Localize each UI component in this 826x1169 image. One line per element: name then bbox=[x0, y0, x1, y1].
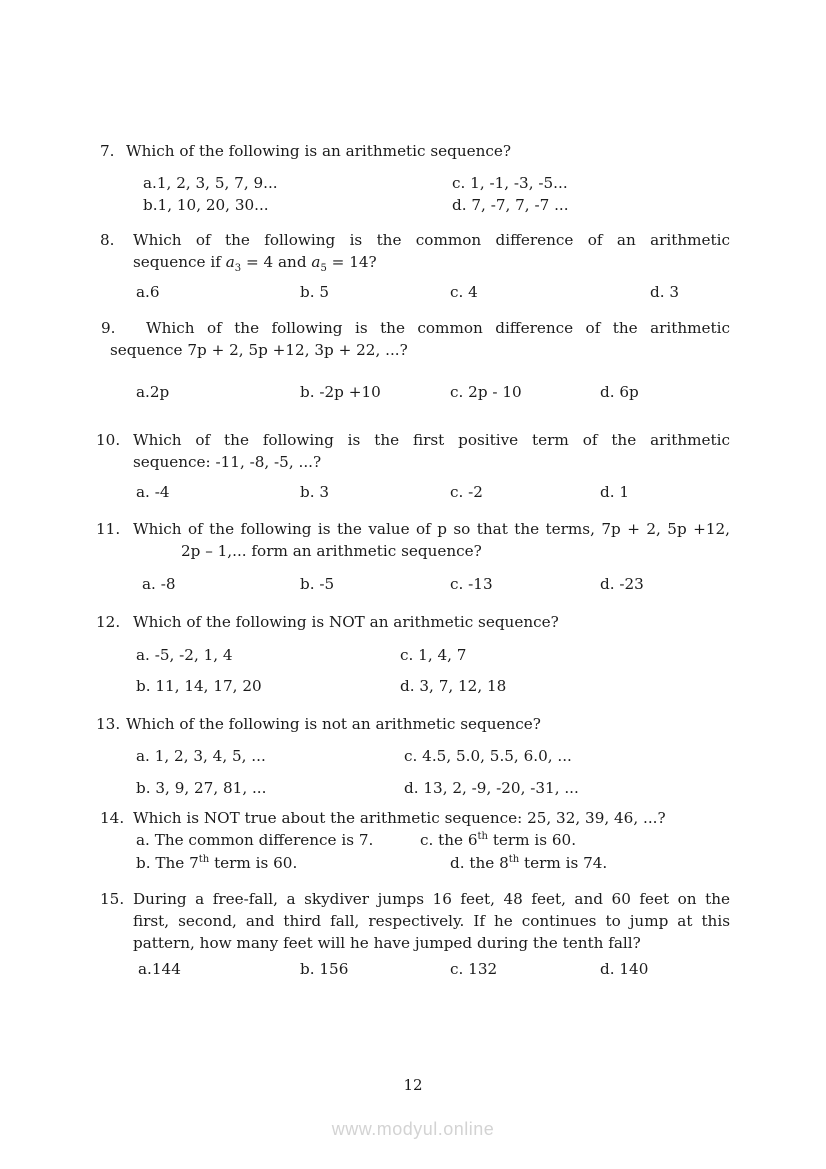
question-text-line1: Which of the following is the common difference of an arithmetic bbox=[133, 231, 730, 249]
options-row bbox=[96, 481, 730, 503]
option-d: d. 6p bbox=[600, 383, 639, 401]
option-a: a. -4 bbox=[136, 483, 170, 501]
option-b: b. 5 bbox=[300, 283, 330, 301]
option-b: b.1, 10, 20, 30... bbox=[143, 196, 269, 214]
options-row bbox=[96, 172, 730, 194]
question-7 bbox=[96, 140, 730, 216]
options-row bbox=[96, 573, 730, 595]
option-c: c. 1, -1, -3, -5... bbox=[452, 174, 568, 192]
options-row bbox=[96, 777, 730, 799]
option-a: a.6 bbox=[136, 283, 160, 301]
option-d: d. 140 bbox=[600, 960, 649, 978]
question-text-line1: Which of the following is the value of p so that the terms, 7p + 2, 5p +12, bbox=[133, 520, 730, 538]
option-c: c. -2 bbox=[450, 483, 483, 501]
options-row bbox=[96, 829, 730, 851]
options-row bbox=[96, 281, 730, 303]
option-b: b. -5 bbox=[300, 575, 335, 593]
question-8 bbox=[96, 229, 730, 303]
options-row bbox=[96, 644, 730, 666]
question-12 bbox=[96, 611, 730, 697]
options-row bbox=[96, 958, 730, 980]
question-10 bbox=[96, 429, 730, 503]
question-number: 13. bbox=[96, 715, 121, 733]
question-number: 15. bbox=[100, 890, 125, 908]
option-a: a.1, 2, 3, 5, 7, 9... bbox=[143, 174, 278, 192]
options-row bbox=[96, 852, 730, 874]
option-d: d. 3 bbox=[650, 283, 680, 301]
option-d: d. 13, 2, -9, -20, -31, ... bbox=[404, 779, 579, 797]
option-a: a. -8 bbox=[142, 575, 176, 593]
question-text: Which of the following is not an arithmetic sequence? bbox=[126, 715, 541, 733]
question-text: Which is NOT true about the arithmetic sequence: 25, 32, 39, 46, ...? bbox=[133, 809, 666, 827]
page-number: 12 bbox=[403, 1076, 423, 1094]
question-number: 14. bbox=[100, 809, 125, 827]
question-number: 12. bbox=[96, 613, 121, 631]
option-d: d. 7, -7, 7, -7 ... bbox=[452, 196, 569, 214]
question-text-line1: Which of the following is the common difference of the arithmetic bbox=[146, 319, 730, 337]
option-b: b. -2p +10 bbox=[300, 383, 381, 401]
option-d: d. 3, 7, 12, 18 bbox=[400, 677, 507, 695]
watermark: www.modyul.online bbox=[331, 1119, 495, 1139]
question-9 bbox=[96, 317, 730, 403]
question-text-line2: 2p – 1,... form an arithmetic sequence? bbox=[181, 542, 482, 560]
option-c: c. 4.5, 5.0, 5.5, 6.0, ... bbox=[404, 747, 572, 765]
question-text-line2: sequence if $a_3 = 4$ and $a_5 = 14$? bbox=[133, 253, 377, 275]
question-text-line2: first, second, and third fall, respectively. If he continues to jump at this bbox=[133, 912, 730, 930]
option-a: a. The common difference is 7. bbox=[136, 831, 374, 849]
options-row bbox=[96, 745, 730, 767]
question-13 bbox=[96, 713, 730, 799]
option-c: c. 132 bbox=[450, 960, 498, 978]
question-number: 8. bbox=[100, 231, 115, 249]
option-a: a.144 bbox=[138, 960, 181, 978]
question-text-line1: During a free-fall, a skydiver jumps 16 feet, 48 feet, and 60 feet on the bbox=[133, 890, 730, 908]
option-a: a. -5, -2, 1, 4 bbox=[136, 646, 233, 664]
option-c: c. the 6th term is 60. bbox=[420, 830, 577, 849]
question-number: 10. bbox=[96, 431, 121, 449]
question-15 bbox=[96, 888, 730, 980]
option-b: b. 3 bbox=[300, 483, 330, 501]
option-d: d. 1 bbox=[600, 483, 630, 501]
question-11 bbox=[96, 518, 730, 595]
option-c: c. 4 bbox=[450, 283, 478, 301]
question-text: Which of the following is an arithmetic sequence? bbox=[126, 142, 512, 160]
option-b: b. 3, 9, 27, 81, ... bbox=[136, 779, 267, 797]
option-b: b. 11, 14, 17, 20 bbox=[136, 677, 262, 695]
question-number: 11. bbox=[96, 520, 121, 538]
option-a: a.2p bbox=[136, 383, 170, 401]
question-text-line2: sequence: -11, -8, -5, ...? bbox=[133, 453, 322, 471]
option-a: a. 1, 2, 3, 4, 5, ... bbox=[136, 747, 266, 765]
option-b: b. The 7th term is 60. bbox=[136, 853, 298, 872]
question-number: 7. bbox=[100, 142, 115, 160]
option-c: c. -13 bbox=[450, 575, 493, 593]
question-number: 9. bbox=[101, 319, 116, 337]
option-c: c. 1, 4, 7 bbox=[400, 646, 467, 664]
question-text: Which of the following is NOT an arithmetic sequence? bbox=[133, 613, 559, 631]
option-c: c. 2p - 10 bbox=[450, 383, 522, 401]
options-row bbox=[96, 675, 730, 697]
options-row bbox=[96, 194, 730, 216]
option-d: d. the 8th term is 74. bbox=[450, 853, 608, 872]
option-b: b. 156 bbox=[300, 960, 349, 978]
question-text-line1: Which of the following is the first positive term of the arithmetic bbox=[133, 431, 730, 449]
question-14 bbox=[96, 807, 730, 874]
option-d: d. -23 bbox=[600, 575, 644, 593]
question-text-line2: sequence 7p + 2, 5p +12, 3p + 22, ...? bbox=[110, 341, 408, 359]
question-text-line3: pattern, how many feet will he have jumped during the tenth fall? bbox=[133, 934, 641, 952]
options-row bbox=[96, 381, 730, 403]
